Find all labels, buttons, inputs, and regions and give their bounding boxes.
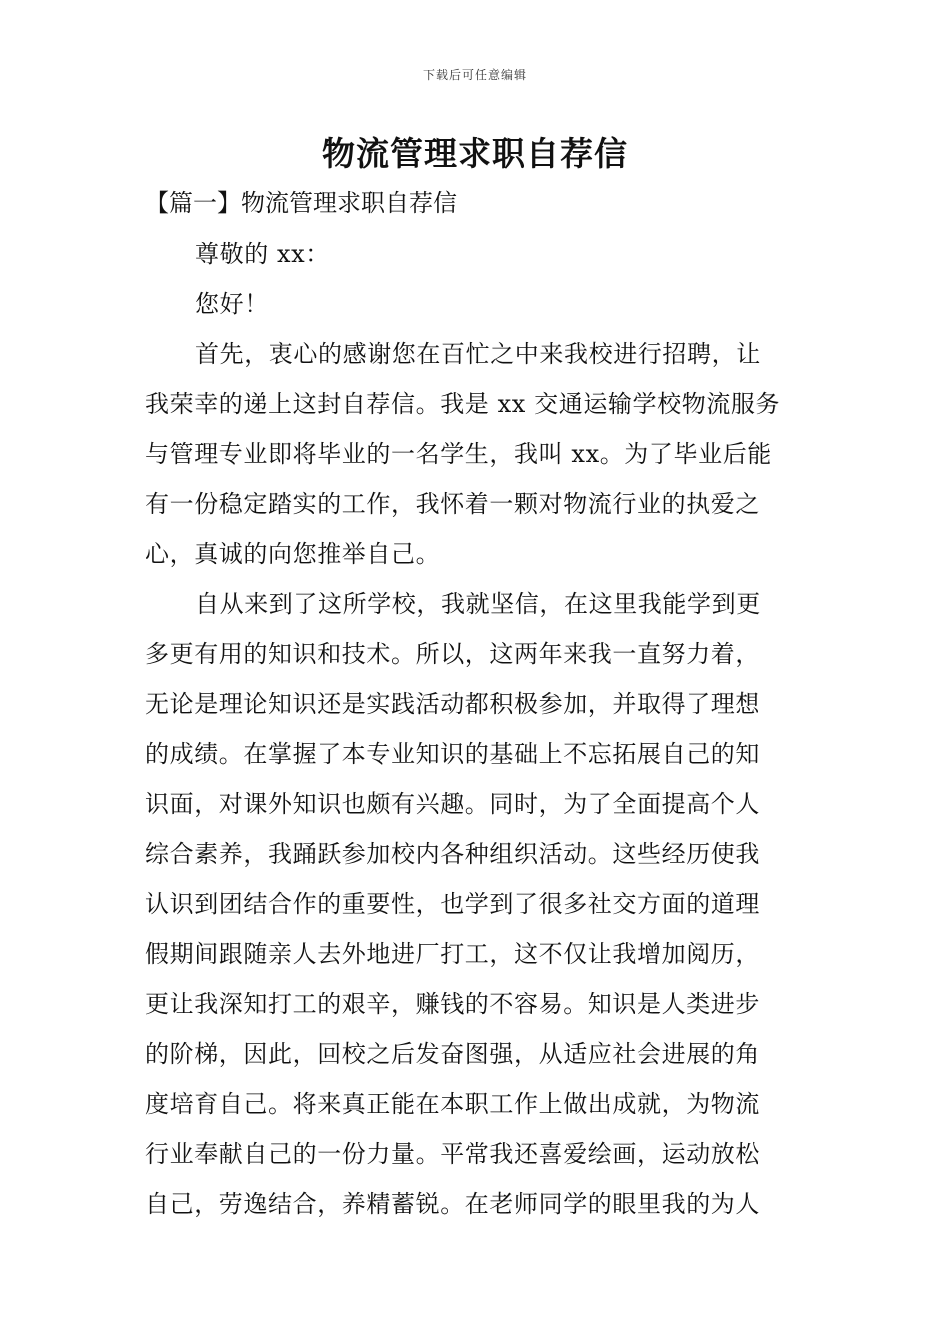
header-note: 下载后可任意编辑 (422, 68, 527, 82)
section-heading: 【篇一】物流管理求职自荐信 (145, 189, 457, 217)
paragraph-line: 与管理专业即将毕业的一名学生，我叫 xx。为了毕业后能 (145, 440, 772, 468)
paragraph-line: 度培育自己。将来真正能在本职工作上做出成就，为物流 (145, 1090, 760, 1118)
document-title: 物流管理求职自荐信 (322, 134, 628, 173)
paragraph-line: 无论是理论知识还是实践活动都积极参加，并取得了理想 (145, 690, 760, 718)
paragraph-line: 多更有用的知识和技术。所以，这两年来我一直努力着， (145, 640, 760, 668)
paragraph-line: 行业奉献自己的一份力量。平常我还喜爱绘画，运动放松 (145, 1140, 760, 1168)
paragraph-line: 的阶梯，因此，回校之后发奋图强，从适应社会进展的角 (145, 1040, 760, 1068)
paragraph-line: 自己，劳逸结合，养精蓄锐。在老师同学的眼里我的为人 (145, 1190, 760, 1218)
paragraph-line: 自从来到了这所学校，我就坚信，在这里我能学到更 (195, 590, 761, 618)
salutation-line: 尊敬的 xx： (195, 240, 330, 268)
paragraph-line: 识面，对课外知识也颇有兴趣。同时，为了全面提高个人 (145, 790, 760, 818)
paragraph-line: 假期间跟随亲人去外地进厂打工，这不仅让我增加阅历， (145, 940, 760, 968)
greeting-line: 您好！ (195, 290, 269, 318)
paragraph-line: 有一份稳定踏实的工作，我怀着一颗对物流行业的执爱之 (145, 490, 760, 518)
paragraph-line: 心，真诚的向您推举自己。 (145, 540, 441, 568)
paragraph-line: 的成绩。在掌握了本专业知识的基础上不忘拓展自己的知 (145, 740, 760, 768)
paragraph-line: 我荣幸的递上这封自荐信。我是 xx 交通运输学校物流服务 (145, 390, 781, 418)
paragraph-line: 综合素养，我踊跃参加校内各种组织活动。这些经历使我 (145, 840, 760, 868)
paragraph-line: 首先，衷心的感谢您在百忙之中来我校进行招聘，让 (195, 340, 761, 368)
paragraph-line: 认识到团结合作的重要性，也学到了很多社交方面的道理 (145, 890, 760, 918)
paragraph-line: 更让我深知打工的艰辛，赚钱的不容易。知识是人类进步 (145, 990, 760, 1018)
